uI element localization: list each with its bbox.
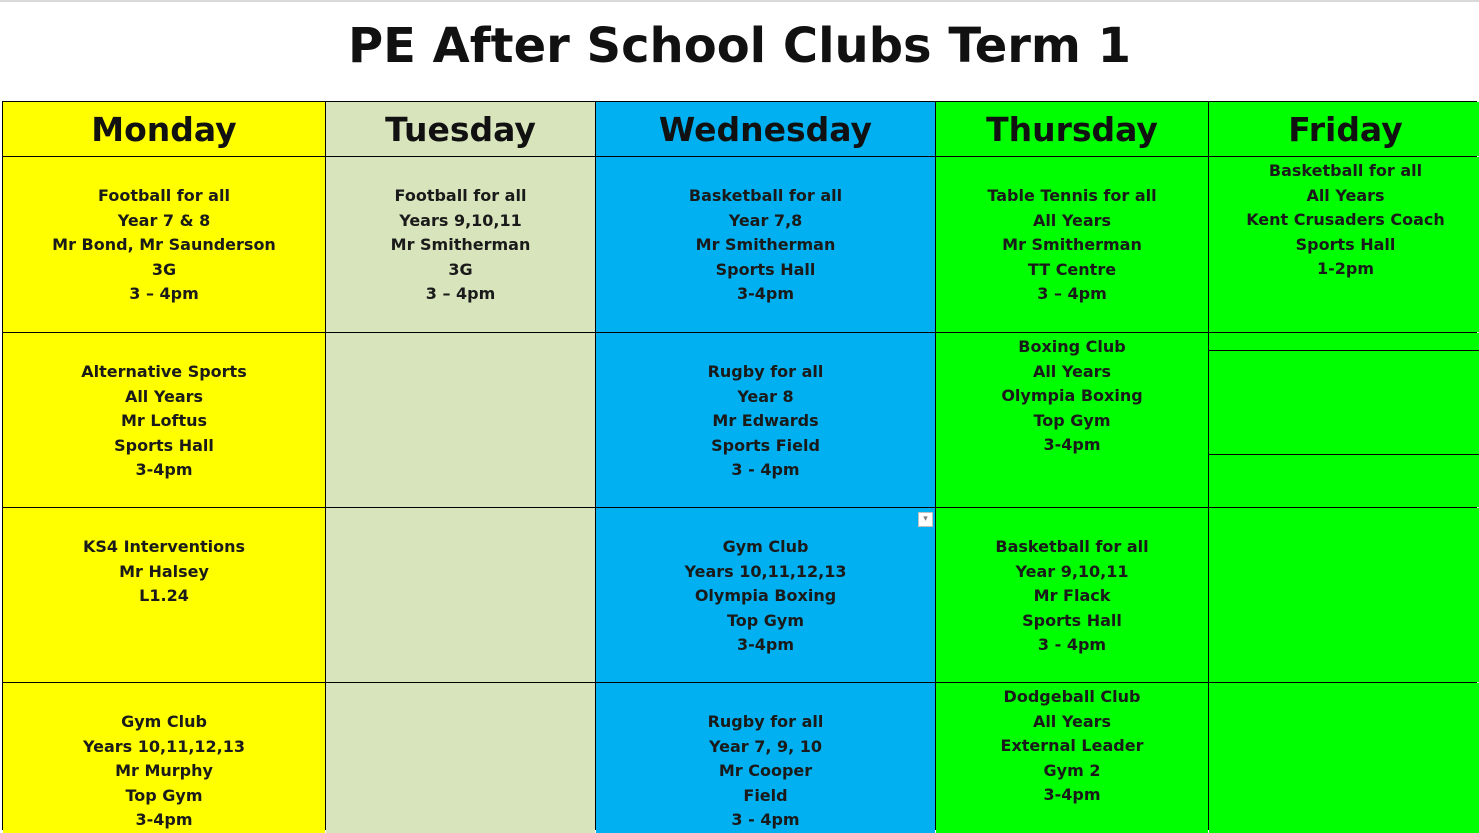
club-cell — [596, 683, 935, 833]
club-venue: Top Gym — [125, 785, 203, 805]
page-title: PE After School Clubs Term 1 — [347, 18, 1132, 74]
club-entry — [936, 535, 1208, 658]
club-time: 3-4pm — [1043, 435, 1101, 455]
club-entry — [936, 685, 1208, 808]
club-name: Football for all — [98, 186, 230, 205]
empty-cell — [1209, 333, 1479, 507]
club-cell — [596, 508, 935, 682]
cell-divider — [1209, 350, 1479, 351]
club-venue: 3G — [151, 259, 177, 279]
day-header-monday: Monday — [3, 102, 325, 156]
club-leader: Mr Smitherman — [695, 235, 836, 255]
club-name: Gym Club — [722, 537, 809, 556]
club-cell — [3, 508, 325, 682]
club-years: All Years — [1032, 711, 1112, 731]
club-venue: Gym 2 — [1043, 760, 1101, 780]
club-name: Rugby for all — [707, 362, 824, 381]
empty-cell — [326, 683, 595, 833]
club-entry — [3, 710, 325, 833]
club-leader: Mr Halsey — [119, 561, 209, 581]
club-leader: External Leader — [1000, 736, 1144, 756]
cell-divider — [1209, 454, 1479, 455]
club-leader: Olympia Boxing — [694, 586, 837, 606]
club-years: Years 10,11,12,13 — [684, 561, 847, 581]
club-name: Basketball for all — [1268, 161, 1423, 180]
club-entry — [596, 184, 935, 307]
club-cell — [596, 157, 935, 332]
club-cell — [936, 157, 1208, 332]
club-cell — [3, 157, 325, 332]
filter-dropdown-icon[interactable]: ▾ — [918, 512, 933, 527]
club-cell — [936, 508, 1208, 682]
club-leader: Mr Smitherman — [390, 235, 531, 255]
empty-cell — [1209, 508, 1479, 682]
club-years: Year 7, 9, 10 — [708, 736, 823, 756]
day-header-thursday: Thursday — [936, 102, 1208, 156]
club-time: 3 - 4pm — [731, 460, 800, 480]
club-years: All Years — [1032, 210, 1112, 230]
club-name: Dodgeball Club — [1003, 687, 1141, 706]
club-time: 3 – 4pm — [425, 284, 496, 304]
club-years: All Years — [1032, 361, 1112, 381]
club-time: 3-4pm — [135, 460, 193, 480]
club-name: Table Tennis for all — [987, 186, 1157, 205]
club-name: Gym Club — [121, 712, 207, 731]
club-cell — [936, 683, 1208, 833]
club-venue: 3G — [448, 259, 473, 279]
club-years: Years 9,10,11 — [399, 210, 522, 230]
club-venue: Sports Hall — [715, 259, 816, 279]
club-name: Boxing Club — [1018, 337, 1126, 356]
club-time: 1-2pm — [1316, 259, 1375, 279]
club-leader: Mr Smitherman — [1002, 235, 1142, 255]
club-cell — [3, 333, 325, 507]
club-entry — [3, 535, 325, 609]
club-entry — [1209, 159, 1479, 282]
club-time: 3-4pm — [135, 810, 193, 830]
club-cell — [326, 157, 595, 332]
day-header-tuesday: Tuesday — [326, 102, 595, 156]
day-header-friday: Friday — [1209, 102, 1479, 156]
club-entry — [596, 535, 935, 658]
club-years: Years 10,11,12,13 — [82, 736, 246, 756]
club-name: KS4 Interventions — [82, 537, 246, 556]
club-time: 3 - 4pm — [1037, 635, 1107, 655]
club-leader: Olympia Boxing — [1001, 386, 1143, 406]
club-leader: Mr Loftus — [120, 411, 208, 431]
club-venue: Field — [743, 785, 788, 805]
timetable-grid — [2, 101, 1477, 830]
club-years: All Years — [1306, 185, 1385, 205]
empty-cell — [326, 333, 595, 507]
club-time: 3 – 4pm — [1037, 284, 1107, 304]
club-entry — [3, 360, 325, 483]
club-name: Basketball for all — [688, 186, 843, 205]
club-cell — [3, 683, 325, 833]
empty-cell — [1209, 683, 1479, 833]
club-leader: Mr Bond, Mr Saunderson — [52, 235, 276, 255]
club-time: 3-4pm — [736, 284, 795, 304]
club-entry — [326, 184, 595, 307]
club-venue: Top Gym — [726, 610, 805, 630]
club-venue: TT Centre — [1027, 259, 1117, 279]
club-leader: Mr Murphy — [115, 761, 213, 781]
club-entry — [936, 184, 1208, 307]
club-entry — [3, 184, 325, 307]
club-years: Year 7 & 8 — [117, 210, 211, 230]
club-years: Year 8 — [737, 386, 794, 406]
club-leader: Mr Edwards — [712, 411, 819, 431]
club-cell — [1209, 157, 1479, 332]
club-years: Year 9,10,11 — [1015, 561, 1129, 581]
club-years: Year 7,8 — [728, 210, 803, 230]
empty-cell — [326, 508, 595, 682]
club-venue: Sports Hall — [1022, 610, 1122, 630]
club-cell — [596, 333, 935, 507]
top-border — [0, 0, 1479, 2]
club-venue: Sports Hall — [1295, 234, 1396, 254]
day-header-wednesday: Wednesday — [596, 102, 935, 156]
club-years: All Years — [124, 386, 204, 406]
club-venue: L1.24 — [139, 586, 189, 606]
club-venue: Sports Field — [711, 435, 820, 455]
club-venue: Top Gym — [1033, 410, 1111, 430]
club-time: 3 - 4pm — [731, 810, 800, 830]
club-entry — [596, 360, 935, 483]
club-entry — [936, 335, 1208, 458]
club-venue: Sports Hall — [114, 435, 214, 455]
club-name: Football for all — [394, 186, 527, 205]
club-leader: Mr Flack — [1033, 586, 1111, 606]
club-time: 3-4pm — [736, 635, 795, 655]
club-cell — [936, 333, 1208, 507]
club-leader: Kent Crusaders Coach — [1246, 210, 1445, 230]
club-name: Basketball for all — [995, 537, 1149, 556]
club-leader: Mr Cooper — [718, 761, 813, 781]
club-name: Alternative Sports — [81, 362, 247, 381]
club-entry — [596, 710, 935, 833]
club-name: Rugby for all — [707, 712, 824, 731]
club-time: 3 – 4pm — [129, 284, 199, 304]
club-time: 3-4pm — [1043, 785, 1101, 805]
